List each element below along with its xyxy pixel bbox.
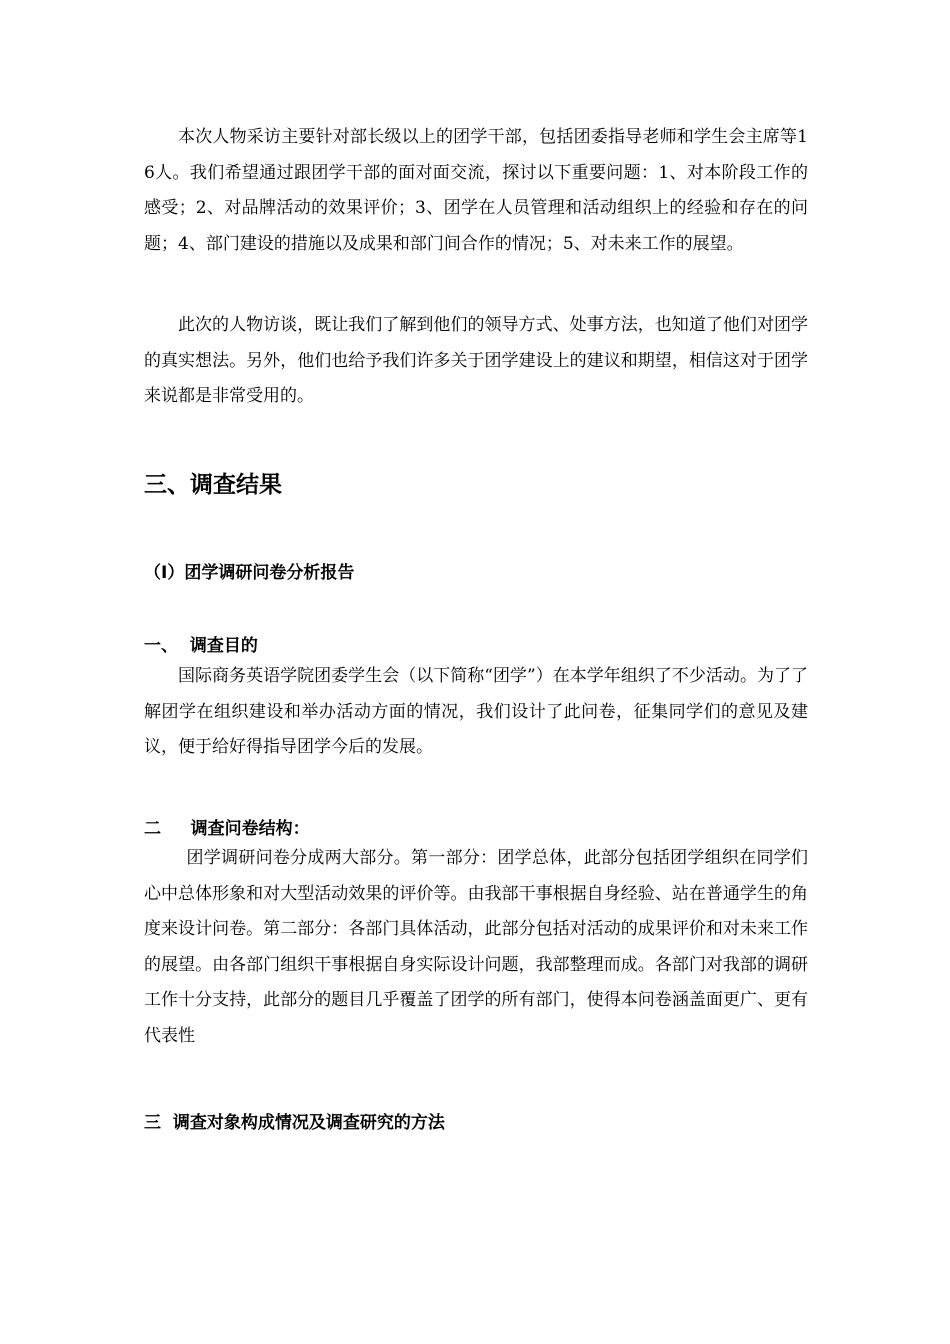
paragraph-interview-intro: 本次人物采访主要针对部长级以上的团学干部，包括团委指导老师和学生会主席等16人。我们希望通过跟团学干部的面对面交流，探讨以下重要问题：1、对本阶段工作的感受；2、对品牌活动的效果评价；3、团学在人员管理和活动组织上的经验和存在的问题；4、部门建设的措施以及成果和部门间合作的情况；5、对未来工作的展望。 [144, 127, 808, 254]
heading-structure: 二 调查问卷结构： [144, 819, 310, 839]
heading-purpose: 一、 调查目的 [144, 636, 258, 656]
section-title: 三、调查结果 [144, 472, 282, 498]
paragraph-purpose: 国际商务英语学院团委学生会（以下简称“团学”）在本学年组织了不少活动。为了了解团学在组织建设和举办活动方面的情况，我们设计了此问卷，征集同学们的意见及建议，便于给好得指导团学今后的发展。 [144, 666, 808, 757]
heading-method: 三 调查对象构成情况及调查研究的方法 [144, 1113, 445, 1133]
paragraph-structure: 团学调研问卷分成两大部分。第一部分：团学总体，此部分包括团学组织在同学们心中总体形象和对大型活动效果的评价等。由我部干事根据自身经验、站在普通学生的角度来设计问卷。第二部分：各部门具体活动，此部分包括对活动的成果评价和对未来工作的展望。由各部门组织干事根据自身实际设计问题，我部整理而成。各部门对我部的调研工作十分支持，此部分的题目几乎覆盖了团学的所有部门，使得本问卷涵盖面更广、更有代表性 [144, 848, 808, 1046]
subsection-title: （Ⅰ）团学调研问卷分析报告 [144, 563, 355, 583]
paragraph-interview-result: 此次的人物访谈，既让我们了解到他们的领导方式、处事方法，也知道了他们对团学的真实想法。另外，他们也给予我们许多关于团学建设上的建议和期望，相信这对于团学来说都是非常受用的。 [144, 315, 808, 406]
